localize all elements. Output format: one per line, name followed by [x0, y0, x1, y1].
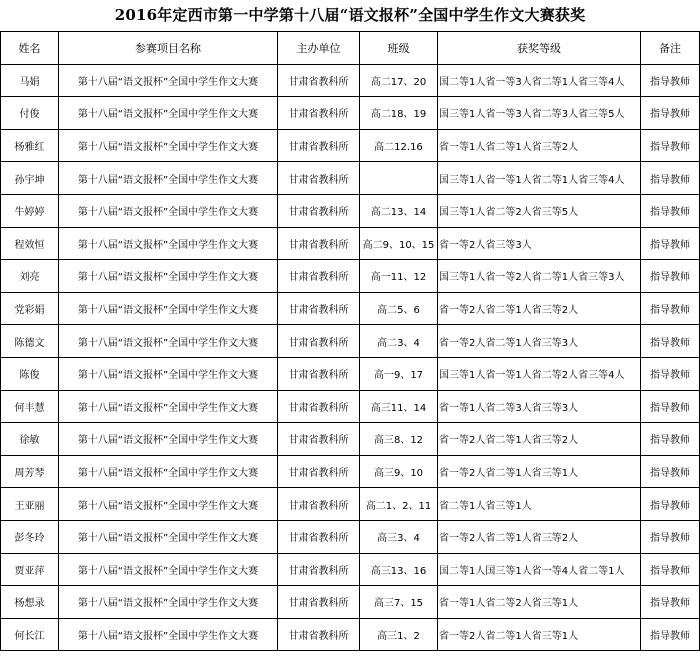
name-cell: 周芳琴: [1, 455, 59, 488]
table-row: [1, 390, 700, 423]
class-cell: 高三8、12: [360, 423, 438, 456]
note-cell: 指导教师: [641, 64, 700, 97]
project-cell: 第十八届“语文报杯”全国中学生作文大赛: [59, 162, 278, 195]
table-row: [1, 162, 700, 195]
table-row: [1, 97, 700, 130]
project-cell: 第十八届“语文报杯”全国中学生作文大赛: [59, 325, 278, 358]
project-cell: 第十八届“语文报杯”全国中学生作文大赛: [59, 292, 278, 325]
table-row: [1, 520, 700, 553]
name-cell: 牛婷婷: [1, 194, 59, 227]
organizer-cell: 甘肃省教科所: [278, 520, 360, 553]
project-cell: 第十八届“语文报杯”全国中学生作文大赛: [59, 97, 278, 130]
note-cell: 指导教师: [641, 129, 700, 162]
project-cell: 第十八届“语文报杯”全国中学生作文大赛: [59, 260, 278, 293]
award-cell: 国二等1人国三等1人省一等4人省二等1人: [438, 553, 641, 586]
table-row: [1, 553, 700, 586]
name-cell: 杨想录: [1, 586, 59, 619]
header-class: 班级: [360, 32, 438, 65]
organizer-cell: 甘肃省教科所: [278, 97, 360, 130]
project-cell: 第十八届“语文报杯”全国中学生作文大赛: [59, 423, 278, 456]
class-cell: 高三9、10: [360, 455, 438, 488]
project-cell: 第十八届“语文报杯”全国中学生作文大赛: [59, 194, 278, 227]
name-cell: 何丰慧: [1, 390, 59, 423]
project-cell: 第十八届“语文报杯”全国中学生作文大赛: [59, 227, 278, 260]
organizer-cell: 甘肃省教科所: [278, 194, 360, 227]
organizer-cell: 甘肃省教科所: [278, 390, 360, 423]
award-cell: 省一等2人省二等1人省三等1人: [438, 455, 641, 488]
award-cell: 国三等1人省二等2人省三等5人: [438, 194, 641, 227]
awards-table: [0, 31, 700, 651]
award-cell: 省一等2人省二等1人省三等3人: [438, 325, 641, 358]
note-cell: 指导教师: [641, 260, 700, 293]
name-cell: 彭冬玲: [1, 520, 59, 553]
note-cell: 指导教师: [641, 97, 700, 130]
organizer-cell: 甘肃省教科所: [278, 64, 360, 97]
award-cell: 国二等1人省一等3人省二等1人省三等4人: [438, 64, 641, 97]
project-cell: 第十八届“语文报杯”全国中学生作文大赛: [59, 64, 278, 97]
project-cell: 第十八届“语文报杯”全国中学生作文大赛: [59, 390, 278, 423]
project-cell: 第十八届“语文报杯”全国中学生作文大赛: [59, 488, 278, 521]
award-cell: 省一等1人省二等3人省三等3人: [438, 390, 641, 423]
name-cell: 刘亮: [1, 260, 59, 293]
header-note: 备注: [641, 32, 700, 65]
note-cell: 指导教师: [641, 194, 700, 227]
note-cell: 指导教师: [641, 357, 700, 390]
name-cell: 贾亚萍: [1, 553, 59, 586]
note-cell: 指导教师: [641, 227, 700, 260]
name-cell: 陈德文: [1, 325, 59, 358]
class-cell: 高三7、15: [360, 586, 438, 619]
class-cell: 高三13、16: [360, 553, 438, 586]
organizer-cell: 甘肃省教科所: [278, 129, 360, 162]
table-row: [1, 194, 700, 227]
organizer-cell: 甘肃省教科所: [278, 423, 360, 456]
class-cell: 高三1、2: [360, 618, 438, 651]
note-cell: 指导教师: [641, 292, 700, 325]
organizer-cell: 甘肃省教科所: [278, 162, 360, 195]
project-cell: 第十八届“语文报杯”全国中学生作文大赛: [59, 129, 278, 162]
organizer-cell: 甘肃省教科所: [278, 292, 360, 325]
project-cell: 第十八届“语文报杯”全国中学生作文大赛: [59, 455, 278, 488]
table-row: [1, 292, 700, 325]
project-cell: 第十八届“语文报杯”全国中学生作文大赛: [59, 520, 278, 553]
name-cell: 何长江: [1, 618, 59, 651]
project-cell: 第十八届“语文报杯”全国中学生作文大赛: [59, 586, 278, 619]
note-cell: 指导教师: [641, 423, 700, 456]
organizer-cell: 甘肃省教科所: [278, 227, 360, 260]
name-cell: 付俊: [1, 97, 59, 130]
note-cell: 指导教师: [641, 553, 700, 586]
award-cell: 国三等1人省一等2人省二等1人省三等3人: [438, 260, 641, 293]
header-organizer: 主办单位: [278, 32, 360, 65]
class-cell: 高二12.16: [360, 129, 438, 162]
table-row: [1, 357, 700, 390]
name-cell: 王亚丽: [1, 488, 59, 521]
class-cell: 高三3、4: [360, 520, 438, 553]
note-cell: 指导教师: [641, 618, 700, 651]
note-cell: 指导教师: [641, 325, 700, 358]
name-cell: 孙宇坤: [1, 162, 59, 195]
header-award: 获奖等级: [438, 32, 641, 65]
page-title: 2016年定西市第一中学第十八届“语文报杯”全国中学生作文大赛获奖: [114, 6, 586, 24]
class-cell: 高二3、4: [360, 325, 438, 358]
header-row: [1, 32, 700, 65]
organizer-cell: 甘肃省教科所: [278, 618, 360, 651]
project-cell: 第十八届“语文报杯”全国中学生作文大赛: [59, 553, 278, 586]
note-cell: 指导教师: [641, 520, 700, 553]
class-cell: 高二17、20: [360, 64, 438, 97]
class-cell: 高二1、2、11: [360, 488, 438, 521]
award-cell: 省二等1人省三等1人: [438, 488, 641, 521]
organizer-cell: 甘肃省教科所: [278, 586, 360, 619]
award-cell: 省一等1人省二等1人省三等2人: [438, 129, 641, 162]
organizer-cell: 甘肃省教科所: [278, 488, 360, 521]
name-cell: 程效恒: [1, 227, 59, 260]
table-row: [1, 64, 700, 97]
organizer-cell: 甘肃省教科所: [278, 553, 360, 586]
table-row: [1, 260, 700, 293]
organizer-cell: 甘肃省教科所: [278, 455, 360, 488]
project-cell: 第十八届“语文报杯”全国中学生作文大赛: [59, 618, 278, 651]
name-cell: 徐敏: [1, 423, 59, 456]
class-cell: 高一11、12: [360, 260, 438, 293]
note-cell: 指导教师: [641, 390, 700, 423]
name-cell: 陈俊: [1, 357, 59, 390]
note-cell: 指导教师: [641, 162, 700, 195]
table-row: [1, 227, 700, 260]
organizer-cell: 甘肃省教科所: [278, 357, 360, 390]
award-cell: 省一等2人省二等1人省三等2人: [438, 520, 641, 553]
note-cell: 指导教师: [641, 455, 700, 488]
award-cell: 省一等2人省二等1人省三等1人: [438, 618, 641, 651]
table-row: [1, 618, 700, 651]
table-row: [1, 423, 700, 456]
class-cell: 高二18、19: [360, 97, 438, 130]
award-cell: 省一等2人省二等1人省三等2人: [438, 292, 641, 325]
table-row: [1, 455, 700, 488]
organizer-cell: 甘肃省教科所: [278, 260, 360, 293]
header-name: 姓名: [1, 32, 59, 65]
organizer-cell: 甘肃省教科所: [278, 325, 360, 358]
note-cell: 指导教师: [641, 586, 700, 619]
note-cell: 指导教师: [641, 488, 700, 521]
class-cell: 高二9、10、15: [360, 227, 438, 260]
award-cell: 国三等1人省一等1人省二等1人省三等4人: [438, 162, 641, 195]
class-cell: 高二5、6: [360, 292, 438, 325]
project-cell: 第十八届“语文报杯”全国中学生作文大赛: [59, 357, 278, 390]
award-cell: 省一等2人省三等3人: [438, 227, 641, 260]
table-row: [1, 488, 700, 521]
award-cell: 国三等1人省一等1人省二等2人省三等4人: [438, 357, 641, 390]
name-cell: 杨雅红: [1, 129, 59, 162]
name-cell: 党彩娟: [1, 292, 59, 325]
award-cell: 国三等1人省一等3人省二等3人省三等5人: [438, 97, 641, 130]
class-cell: 高二13、14: [360, 194, 438, 227]
header-project: 参赛项目名称: [59, 32, 278, 65]
class-cell: [360, 162, 438, 195]
award-cell: 省一等1人省二等2人省三等1人: [438, 586, 641, 619]
table-row: [1, 325, 700, 358]
class-cell: 高三11、14: [360, 390, 438, 423]
table-row: [1, 129, 700, 162]
table-row: [1, 586, 700, 619]
award-cell: 省一等2人省二等1人省三等2人: [438, 423, 641, 456]
name-cell: 马娟: [1, 64, 59, 97]
class-cell: 高一9、17: [360, 357, 438, 390]
